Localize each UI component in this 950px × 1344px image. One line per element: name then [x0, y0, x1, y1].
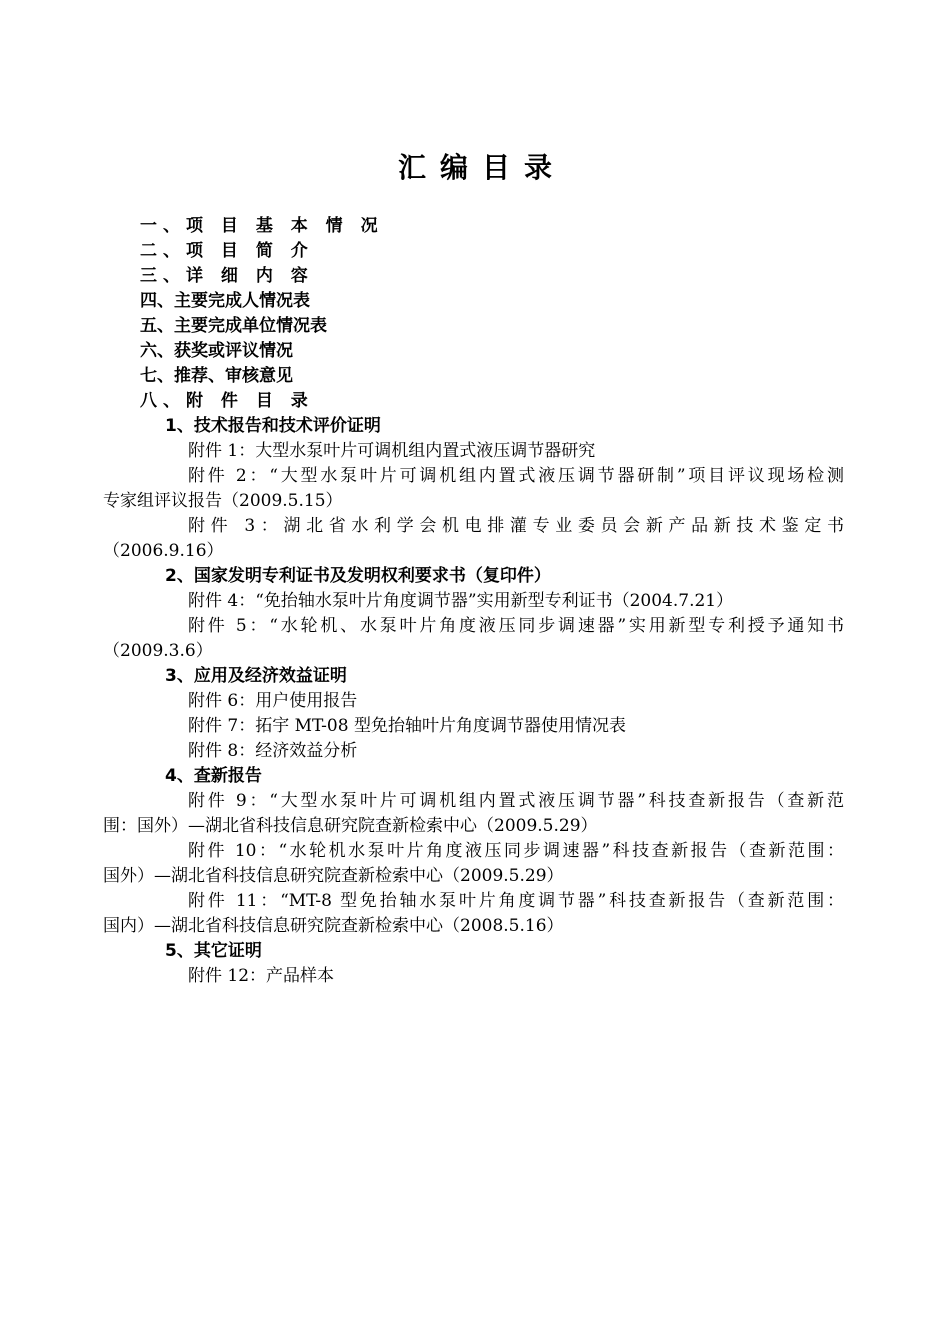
toc-section-3: 三、详 细 内 容 [140, 266, 314, 286]
toc-subsection-4: 4、查新报告 [165, 766, 262, 786]
attachment-10-line-2: 国外）—湖北省科技信息研究院查新检索中心（2009.5.29） [103, 866, 564, 886]
attachment-1: 附件 1：大型水泵叶片可调机组内置式液压调节器研究 [188, 441, 596, 461]
attachment-3-line-2: （2006.9.16） [103, 541, 224, 561]
attachment-11-line-1: 附件 11：“MT-8 型免抬轴水泵叶片角度调节器”科技查新报告（查新范围： [188, 891, 844, 911]
attachment-10-line-1: 附件 10：“水轮机水泵叶片角度液压同步调速器”科技查新报告（查新范围： [188, 841, 844, 861]
toc-section-2: 二、项 目 简 介 [140, 241, 314, 261]
attachment-5-line-2: （2009.3.6） [103, 641, 213, 661]
toc-subsection-5: 5、其它证明 [165, 941, 262, 961]
attachment-5-line-1: 附件 5：“水轮机、水泵叶片角度液压同步调速器”实用新型专利授予通知书 [188, 616, 844, 636]
toc-section-6: 六、获奖或评议情况 [140, 341, 293, 361]
toc-subsection-1: 1、技术报告和技术评价证明 [165, 416, 381, 436]
attachment-3-line-1: 附件 3：湖北省水利学会机电排灌专业委员会新产品新技术鉴定书 [188, 516, 844, 536]
attachment-4: 附件 4：“免抬轴水泵叶片角度调节器”实用新型专利证书（2004.7.21） [188, 591, 734, 611]
toc-section-7: 七、推荐、审核意见 [140, 366, 293, 386]
attachment-9-line-1: 附件 9：“大型水泵叶片可调机组内置式液压调节器”科技查新报告（查新范 [188, 791, 844, 811]
attachment-11-line-2: 国内）—湖北省科技信息研究院查新检索中心（2008.5.16） [103, 916, 564, 936]
attachment-9-line-2: 围：国外）—湖北省科技信息研究院查新检索中心（2009.5.29） [103, 816, 598, 836]
toc-section-4: 四、主要完成人情况表 [140, 291, 310, 311]
attachment-2-line-1: 附件 2：“大型水泵叶片可调机组内置式液压调节器研制”项目评议现场检测 [188, 466, 844, 486]
toc-section-1: 一、项 目 基 本 情 况 [140, 216, 384, 236]
toc-section-8: 八、附 件 目 录 [140, 391, 314, 411]
toc-section-5: 五、主要完成单位情况表 [140, 316, 327, 336]
attachment-6: 附件 6：用户使用报告 [188, 691, 358, 711]
attachment-7: 附件 7：拓宇 MT-08 型免抬轴叶片角度调节器使用情况表 [188, 716, 626, 736]
page-title: 汇编目录 [397, 151, 566, 184]
toc-subsection-3: 3、应用及经济效益证明 [165, 666, 347, 686]
attachment-2-line-2: 专家组评议报告（2009.5.15） [103, 491, 343, 511]
attachment-12: 附件 12：产品样本 [188, 966, 335, 986]
attachment-8: 附件 8：经济效益分析 [188, 741, 358, 761]
toc-subsection-2: 2、国家发明专利证书及发明权利要求书（复印件） [165, 566, 551, 586]
